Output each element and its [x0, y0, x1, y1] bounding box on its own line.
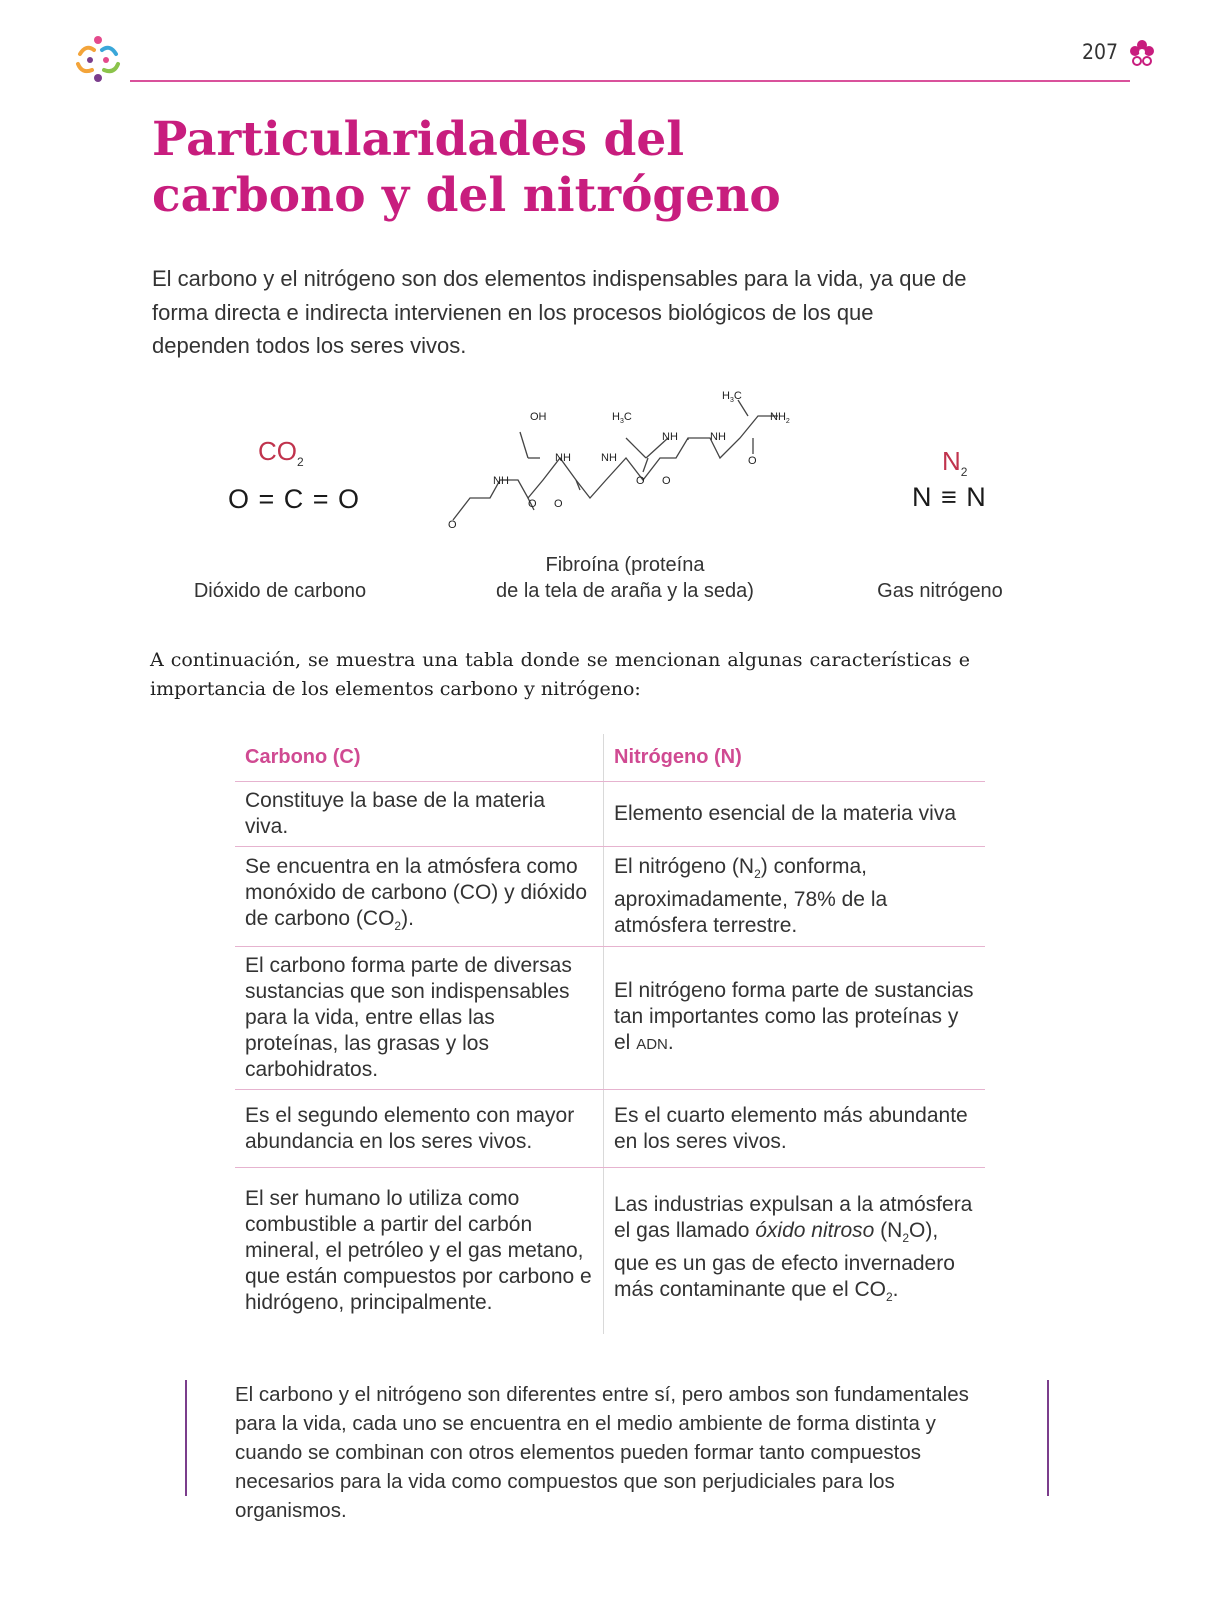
fibroin-o-6: O: [748, 455, 757, 467]
carbon-cell: El ser humano lo utiliza como combustible a partir del carbón mineral, el petróleo y el gas metano, que están compuestos por carbono e hidrógeno, principalmente.: [235, 1168, 604, 1334]
co2-structure: O = C = O: [228, 484, 361, 514]
carbon-cell: Constituye la base de la materia viva.: [235, 782, 604, 847]
table-row: [235, 782, 985, 847]
fibroin-nh-3: NH: [601, 452, 617, 464]
fibroin-nh-2: NH: [555, 452, 571, 464]
nitrogen-cell: El nitrógeno forma parte de sustancias tan importantes como las proteínas y el ADN.: [604, 947, 986, 1090]
header-nitrogen: Nitrógeno (N): [604, 734, 986, 782]
fibroin-nh-1: NH: [493, 475, 509, 487]
fibroin-nh-5: NH: [710, 431, 726, 443]
table-row: [235, 947, 985, 1090]
page-number: 207: [1081, 40, 1118, 64]
fibroin-o-5: O: [662, 475, 671, 487]
carbon-cell: Es el segundo elemento con mayor abundancia en los seres vivos.: [235, 1090, 604, 1168]
fibroin-structure: [448, 380, 813, 540]
fibroin-o-4: O: [636, 475, 645, 487]
nitrogen-cell: Las industrias expulsan a la atmósfera el gas llamado óxido nitroso $(N_2O)$, que es un gas de efecto invernadero más contaminante que el $CO_2$.: [614, 1192, 973, 1304]
fibroin-caption-line-1: Fibroína (proteína: [545, 554, 705, 576]
nitrogen-cell: Elemento esencial de la materia viva: [604, 782, 986, 847]
logo-icon: [72, 34, 124, 84]
fibroin-caption: [470, 552, 780, 604]
co2-formula: $CO_2$: [258, 436, 304, 470]
fibroin-caption-line-2: de la tela de araña y la seda): [496, 580, 754, 602]
fibroin-o-1: O: [448, 519, 457, 531]
title-line-2: carbono y del nitrógeno: [152, 168, 781, 223]
co2-caption: Dióxido de carbono: [193, 580, 367, 602]
carbon-cell: Se encuentra en la atmósfera como monóxido de carbono (CO) y dióxido de carbono $(CO_2)$.: [235, 847, 604, 947]
header-rule: [130, 80, 1130, 82]
table-header-row: [235, 734, 985, 782]
fibroin-o-3: O: [554, 498, 563, 510]
fibroin-h3c-2: $H_3C$: [722, 390, 742, 404]
nitrogen-cell: El nitrógeno $(N_2)$ conforma, aproximadamente, 78% de la atmósfera terrestre.: [604, 847, 986, 947]
page-title: [152, 112, 952, 224]
table-row: [235, 1090, 985, 1168]
n2-caption: Gas nitrógeno: [877, 580, 1003, 602]
nitrogen-cell: Es el cuarto elemento más abundante en los seres vivos.: [604, 1090, 986, 1168]
comparison-table: [235, 734, 985, 1334]
table-row: [235, 1168, 985, 1334]
table-row: [235, 847, 985, 947]
n2-structure: N ≡ N: [912, 482, 987, 512]
fibroin-nh2-end: $NH_2$: [770, 411, 790, 425]
n2-formula: $N_2$: [942, 446, 968, 480]
header-carbon: Carbono (C): [235, 734, 604, 782]
table-intro: A continuación, se muestra una tabla donde se mencionan algunas características e importancia de los elementos carbono y nitrógeno:: [150, 649, 970, 700]
title-line-1: Particularidades del: [152, 112, 685, 167]
carbon-cell: El carbono forma parte de diversas sustancias que son indispensables para la vida, entre ellas las proteínas, las grasas y los carbohidratos.: [235, 947, 604, 1090]
closing-paragraph: El carbono y el nitrógeno son diferentes entre sí, pero ambos son fundamentales para la vida, cada uno se encuentra en el medio ambiente de forma distinta y cuando se combinan con otros elementos pueden formar tanto compuestos necesarios para la vida como compuestos que son perjudiciales para los organismos.: [235, 1383, 969, 1522]
fibroin-oh: OH: [530, 411, 547, 423]
fibroin-o-2: O: [528, 498, 537, 510]
intro-paragraph: El carbono y el nitrógeno son dos elementos indispensables para la vida, ya que de forma directa e indirecta intervienen en los procesos biológicos de los que dependen todos los seres vivos.: [152, 266, 967, 358]
flower-icon: [1128, 38, 1156, 68]
fibroin-h3c-1: $H_3C$: [612, 411, 632, 425]
fibroin-nh-4: NH: [662, 431, 678, 443]
